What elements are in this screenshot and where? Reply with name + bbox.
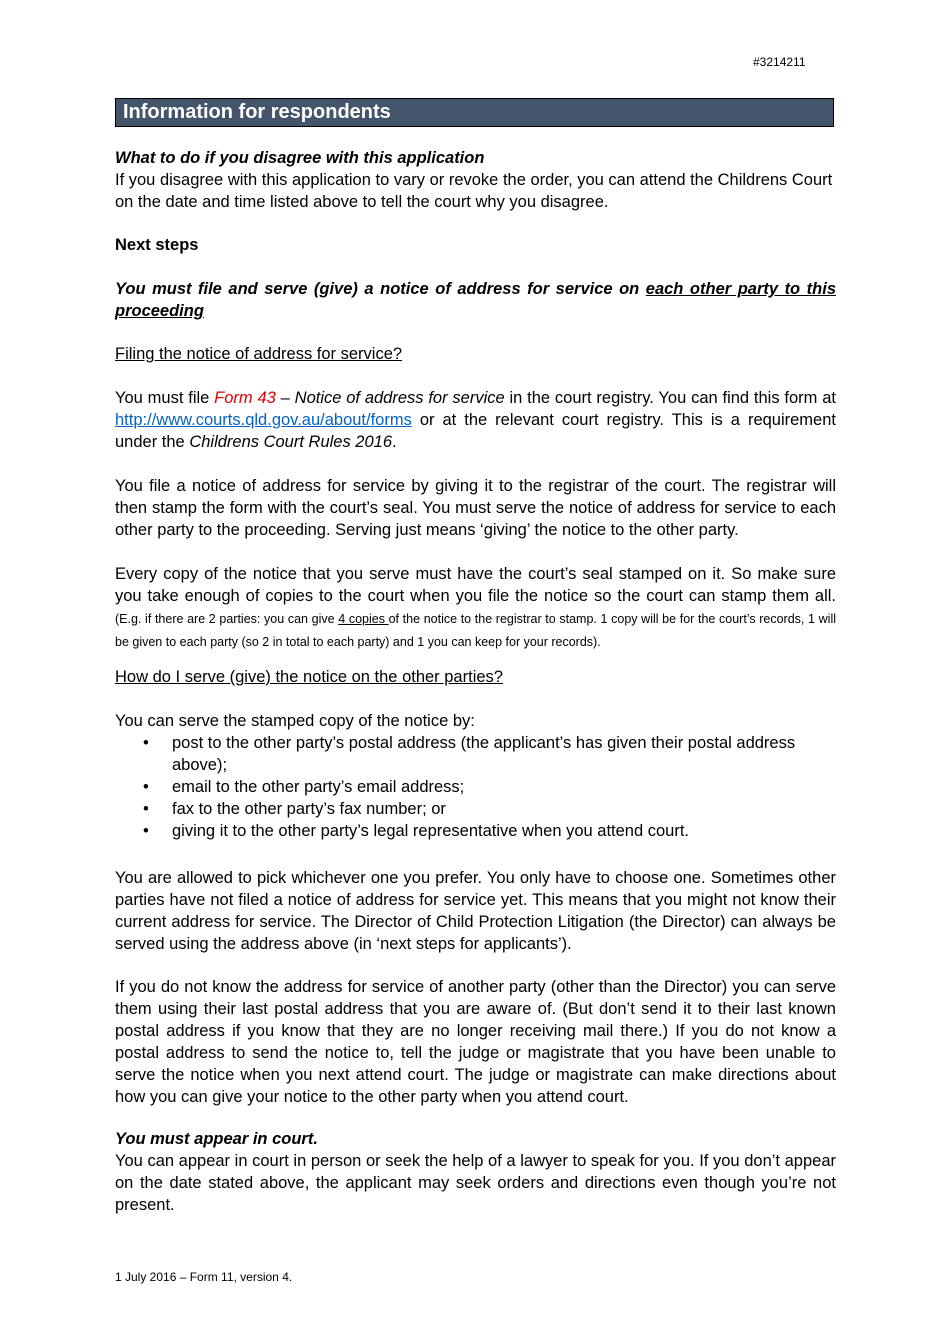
serve-methods-list [115,732,836,842]
filing-p3-example-2: of the notice to the registrar to stamp. 1 copy will be for the court’s records, 1 will be given to each party (so 2 in total to each party) and 1 you can keep for your records). [115,612,836,649]
filing-p3-text: Every copy of the notice that you serve must have the court’s seal stamped on it. So make sure you take enough of copies to the court when you file the notice so the court can stamp them all. [115,565,836,605]
filing-p1-text-2: in the court registry. You can find this form at [504,389,836,407]
must-file-text: You must file and serve (give) a notice of address for service on [115,280,646,298]
appear-title: You must appear in court. [115,1130,318,1148]
list-item [115,820,836,842]
document-number: #3214211 [753,55,806,69]
forms-link[interactable]: http://www.courts.qld.gov.au/about/forms [115,411,412,429]
must-file-notice [115,278,836,322]
disagree-title: What to do if you disagree with this application [115,149,485,167]
serve-paragraph-1: You are allowed to pick whichever one you prefer. You only have to choose one. Sometimes other parties have not filed a notice of address for service yet. This means that you might not know their current address for service. The Director of Child Protection Litigation (the Director) can always be served using the address above (in ‘next steps for applicants’). [115,869,836,953]
disagree-section [115,147,836,213]
form-title: Notice of address for service [294,389,505,407]
section-heading: Information for respondents [123,101,391,123]
bullet-icon: • [143,822,149,840]
filing-paragraph-2: You file a notice of address for service by giving it to the registrar of the court. The registrar will then stamp the form with the court’s seal. You must serve the notice of address for service to each other party to the proceeding. Serving just means ‘giving’ the notice to the other party. [115,477,836,539]
filing-p1-end: . [392,433,397,451]
serve-title: How do I serve (give) the notice on the other parties? [115,668,503,686]
disagree-text: If you disagree with this application to vary or revoke the order, you can attend the Childrens Court on the date and time listed above to tell the court why you disagree. [115,171,833,211]
bullet-icon: • [143,734,149,752]
filing-title: Filing the notice of address for service? [115,345,403,363]
form-43-reference: Form 43 [214,389,276,407]
list-item [115,776,836,798]
filing-paragraph-3 [115,563,836,653]
bullet-icon: • [143,800,149,818]
section-heading-bar [115,98,834,127]
list-item [115,732,836,776]
filing-p1-text: You must file [115,389,215,407]
filing-p3-example: (E.g. if there are 2 parties: you can give [115,612,339,626]
appear-text: You can appear in court in person or seek the help of a lawyer to speak for you. If you don’t appear on the date stated above, the applicant may seek orders and directions even though you’re not present. [115,1152,836,1214]
list-item-text: post to the other party’s postal address (the applicant’s has given their postal address above); [172,734,796,774]
bullet-icon: • [143,778,149,796]
each-other-party-text: each other party to this proceeding [115,280,836,320]
filing-paragraph-1 [115,387,836,453]
list-item-text: fax to the other party’s fax number; or [172,800,446,818]
serve-paragraph-2: If you do not know the address for service of another party (other than the Director) you can serve them using their last postal address that you are aware of. (But don’t send it to their last known postal address if you know that they are no longer receiving mail there.) If you do not know a postal address to send the notice to, tell the judge or magistrate that you have been unable to serve the notice when you next attend court. The judge or magistrate can make directions about how you can give your notice to the other party when you attend court. [115,978,836,1106]
serve-intro: You can serve the stamped copy of the notice by: [115,712,475,730]
next-steps-title: Next steps [115,236,199,254]
list-item-text: giving it to the other party’s legal representative when you attend court. [172,822,690,840]
list-item-text: email to the other party’s email address; [172,778,465,796]
appear-section [115,1128,836,1216]
rules-title: Childrens Court Rules 2016 [189,433,393,451]
four-copies-text: 4 copies [338,612,389,626]
filing-p1-dash: – [275,389,295,407]
footer-version: 1 July 2016 – Form 11, version 4. [115,1270,293,1284]
list-item [115,798,836,820]
filing-p1-text-3: or at the relevant court registry. This is a requirement under the [115,411,836,451]
